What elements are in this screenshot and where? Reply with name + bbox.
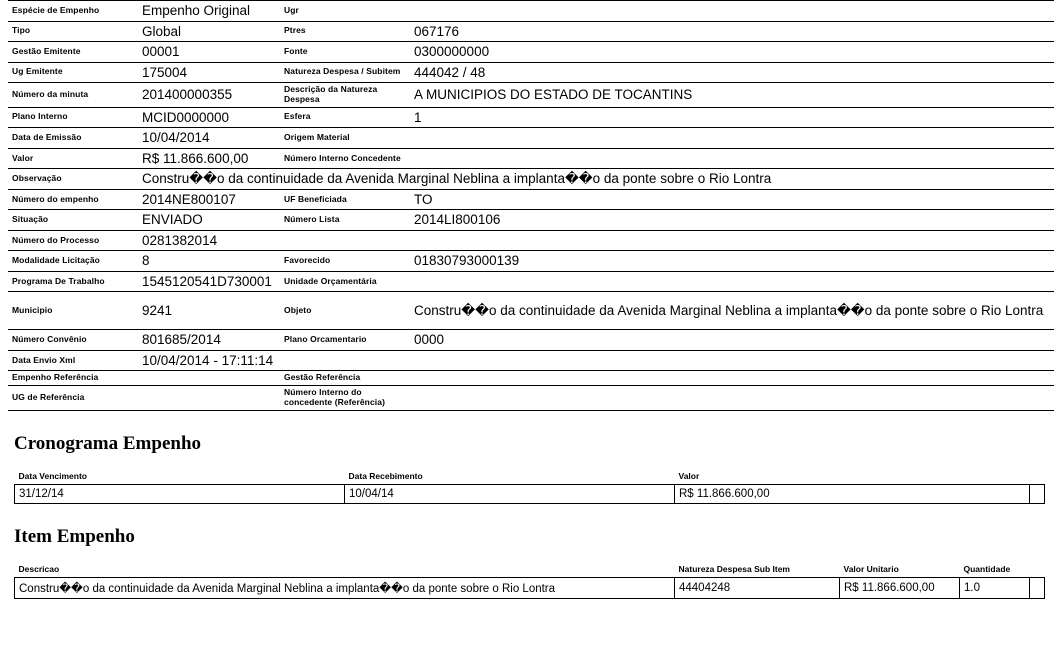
- detail-label-right: Objeto: [284, 304, 312, 315]
- detail-value-left: 201400000355: [142, 87, 233, 103]
- detail-label-left: Programa De Trabalho: [12, 275, 105, 286]
- detail-value-right: Constru��o da continuidade da Avenida Marginal Neblina a implanta��o da ponte sobre o Rio Lontra: [414, 302, 1044, 318]
- detail-value-left: ENVIADO: [142, 212, 203, 228]
- detail-label-left: Número da minuta: [12, 88, 89, 99]
- detail-value-left: 10/04/2014 - 17:11:14: [142, 352, 274, 368]
- detail-label-left: Empenho Referência: [12, 372, 99, 383]
- table-row: [15, 577, 1045, 598]
- detail-label-right: UF Beneficiada: [284, 193, 347, 204]
- detail-row: [8, 210, 1054, 231]
- detail-label-right: Número Lista: [284, 214, 340, 225]
- detail-value-left: 9241: [142, 302, 173, 318]
- detail-row: [8, 330, 1054, 351]
- item-col-spacer: [1030, 562, 1045, 578]
- item-rows: [15, 577, 1045, 598]
- cronograma-col-spacer: [1030, 469, 1045, 485]
- detail-label-right: Unidade Orçamentária: [284, 275, 377, 286]
- detail-label-right: Origem Material: [284, 131, 350, 142]
- detail-row: [8, 271, 1054, 292]
- detail-row: [8, 1, 1054, 22]
- detail-row: [8, 83, 1054, 108]
- detail-label-left: Gestão Emitente: [12, 45, 81, 56]
- detail-value-right: [410, 271, 1054, 292]
- cronograma-col-valor: Valor: [675, 469, 1030, 485]
- detail-value-right: [410, 148, 1054, 169]
- detail-label-left: Ug Emitente: [12, 66, 63, 77]
- table-cell: [1030, 484, 1045, 503]
- detail-label-left: UG de Referência: [12, 391, 85, 402]
- detail-rows: [8, 1, 1054, 411]
- detail-value-left: 801685/2014: [142, 332, 221, 348]
- table-row: [15, 484, 1045, 503]
- table-cell: 44404248: [675, 577, 840, 598]
- detail-value-left: 0281382014: [142, 232, 218, 248]
- detail-value-right: 0000: [414, 332, 445, 348]
- detail-label-left: Número do Processo: [12, 234, 100, 245]
- detail-value-right: 444042 / 48: [414, 64, 486, 80]
- cronograma-rows: [15, 484, 1045, 503]
- detail-row: [8, 230, 1054, 251]
- detail-value-left: 00001: [142, 44, 180, 60]
- detail-row: [8, 371, 1054, 386]
- table-cell: R$ 11.866.600,00: [675, 484, 1030, 503]
- detail-value-left: 1545120541D730001: [142, 273, 272, 289]
- detail-value-right: 01830793000139: [414, 253, 520, 269]
- detail-value-left: R$ 11.866.600,00: [142, 150, 249, 166]
- detail-row: [8, 42, 1054, 63]
- detail-value-right: TO: [414, 191, 433, 207]
- detail-value-left: [138, 371, 280, 386]
- detail-label-left: Número Convênio: [12, 334, 87, 345]
- detail-value-right: 067176: [414, 23, 460, 39]
- item-header-row: [15, 562, 1045, 578]
- detail-label-right: Número Interno Concedente: [284, 152, 401, 163]
- cronograma-col-data-recebimento: Data Recebimento: [345, 469, 675, 485]
- detail-label-right: Natureza Despesa / Subitem: [284, 66, 401, 77]
- detail-label-left: Data de Emissão: [12, 131, 82, 142]
- detail-label-left: Data Envio Xml: [12, 354, 76, 365]
- detail-label-left: Plano Interno: [12, 111, 68, 122]
- item-col-quantidade: Quantidade: [960, 562, 1030, 578]
- detail-value-left: Empenho Original: [142, 3, 251, 18]
- detail-row: [8, 148, 1054, 169]
- table-cell: R$ 11.866.600,00: [840, 577, 960, 598]
- detail-value-right: [410, 386, 1054, 411]
- detail-row: [8, 169, 1054, 190]
- detail-label-right: Esfera: [284, 111, 311, 122]
- detail-row: [8, 251, 1054, 272]
- detail-label-right: Ptres: [284, 25, 306, 36]
- detail-label-right: Número Interno do concedente (Referência): [284, 387, 386, 407]
- detail-value-left: 10/04/2014: [142, 130, 210, 146]
- detail-row: [8, 189, 1054, 210]
- detail-value-left: Global: [142, 23, 182, 39]
- detail-label-left: Tipo: [12, 25, 31, 36]
- cronograma-table: [14, 469, 1045, 504]
- detail-label-left: Observação: [12, 173, 62, 184]
- detail-value-right: A MUNICIPIOS DO ESTADO DE TOCANTINS: [414, 87, 693, 103]
- detail-label-left: Municipio: [12, 304, 53, 315]
- detail-row: [8, 62, 1054, 83]
- detail-label-right: Ugr: [284, 4, 299, 15]
- table-cell: 31/12/14: [15, 484, 345, 503]
- detail-label-right: Fonte: [284, 45, 308, 56]
- detail-label-left: Valor: [12, 152, 34, 163]
- detail-row: [8, 386, 1054, 411]
- detail-value-left: [138, 386, 280, 411]
- item-col-descricao: Descricao: [15, 562, 675, 578]
- empenho-detail-table: [8, 0, 1054, 411]
- detail-value-left: 8: [142, 253, 150, 269]
- detail-value-left: 2014NE800107: [142, 191, 236, 207]
- detail-value-left: MCID0000000: [142, 109, 230, 125]
- item-heading: Item Empenho: [14, 525, 135, 547]
- table-cell: Constru��o da continuidade da Avenida Marginal Neblina a implanta��o da ponte sobre o Rio Lontra: [15, 577, 675, 598]
- cronograma-header-row: [15, 469, 1045, 485]
- item-col-natureza-despesa-sub-item: Natureza Despesa Sub Item: [675, 562, 840, 578]
- detail-label-right: Favorecido: [284, 255, 331, 266]
- detail-value-right: 2014LI800106: [414, 212, 501, 228]
- detail-value-right: 1: [414, 109, 422, 125]
- cronograma-col-data-vencimento: Data Vencimento: [15, 469, 345, 485]
- detail-row: [8, 128, 1054, 149]
- item-empenho-table: [14, 562, 1045, 599]
- detail-value-right: [410, 371, 1054, 386]
- detail-row: [8, 292, 1054, 330]
- item-col-valor-unitario: Valor Unitario: [840, 562, 960, 578]
- detail-value-left: Constru��o da continuidade da Avenida Marginal Neblina a implanta��o da ponte sobre o Rio Lontra: [142, 171, 772, 187]
- detail-label-left: Número do empenho: [12, 193, 99, 204]
- detail-label-right: Gestão Referência: [284, 372, 361, 383]
- detail-label-left: Espécie de Empenho: [12, 4, 100, 15]
- table-cell: 1.0: [960, 577, 1030, 598]
- table-cell: [1030, 577, 1045, 598]
- detail-label-right: Plano Orcamentario: [284, 334, 367, 345]
- detail-row: [8, 21, 1054, 42]
- detail-label-left: Situação: [12, 214, 49, 225]
- table-cell: 10/04/14: [345, 484, 675, 503]
- detail-value-right: [410, 128, 1054, 149]
- detail-label-left: Modalidade Licitação: [12, 255, 100, 266]
- detail-value-right: 0300000000: [414, 44, 490, 60]
- detail-row: [8, 107, 1054, 128]
- detail-value-right: [410, 1, 1054, 22]
- detail-label-right: Descrição da Natureza Despesa: [284, 84, 378, 104]
- cronograma-heading: Cronograma Empenho: [14, 432, 202, 454]
- detail-value-left: 175004: [142, 64, 188, 80]
- detail-row: [8, 350, 1054, 371]
